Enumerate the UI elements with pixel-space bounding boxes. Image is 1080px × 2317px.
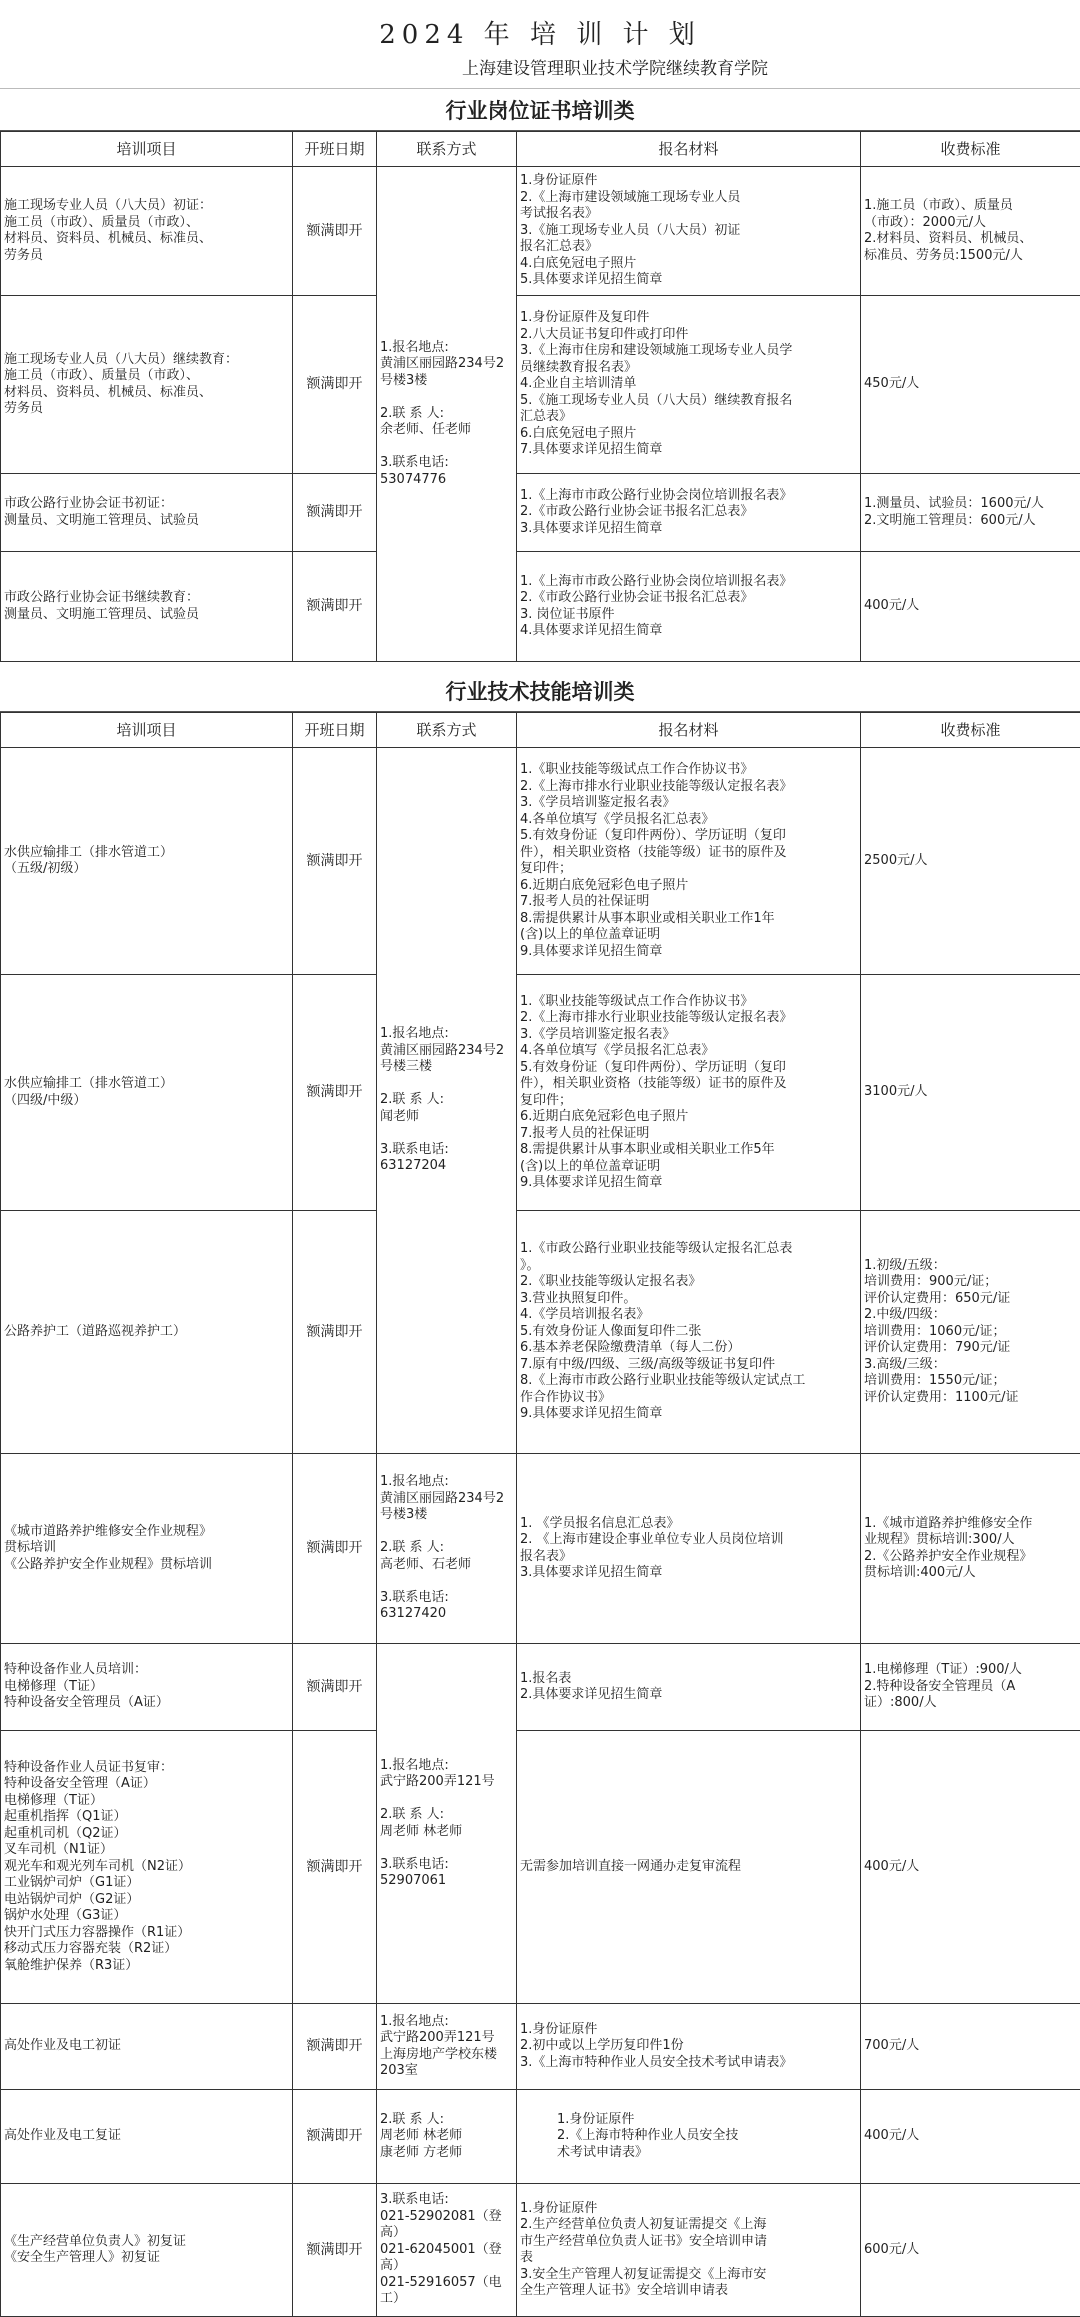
table-row xyxy=(1,1454,1080,1644)
materials: 无需参加培训直接一网通办走复审流程 xyxy=(517,1731,861,2004)
start-date: 额满即开 xyxy=(293,2004,377,2090)
materials: 1.《上海市市政公路行业协会岗位培训报名表》 2.《市政公路行业协会证书报名汇总表》 3. 岗位证书原件 4.具体要求详见招生简章 xyxy=(517,552,861,662)
section-title: 行业技术技能培训类 xyxy=(0,673,1080,712)
materials: 1.《职业技能等级试点工作合作协议书》 2.《上海市排水行业职业技能等级认定报名表》 3.《学员培训鉴定报名表》 4.各单位填写《学员报名汇总表》 5.有效身份证（复印件两份）、学历证明（复印 件），相关职业资格（技能等级）证书的原件及 复印件； 6.近期白底免冠彩色电子照片 7.报考人员的社保证明 8.需提供累计从事本职业或相关职业工作1年 (含)以上的单位盖章证明 9.具体要求详见招生简章 xyxy=(517,748,861,975)
fee: 1.施工员（市政）、质量员 （市政）：2000元/人 2.材料员、资料员、机械员、 标准员、劳务员:1500元/人 xyxy=(861,167,1080,296)
start-date: 额满即开 xyxy=(293,1731,377,2004)
start-date: 额满即开 xyxy=(293,2184,377,2317)
contact-info: 1.报名地点: 武宁路200弄121号 上海房地产学校东楼203室 xyxy=(377,2004,517,2090)
table-row xyxy=(1,552,1080,662)
fee: 400元/人 xyxy=(861,552,1080,662)
fee: 2500元/人 xyxy=(861,748,1080,975)
fee: 450元/人 xyxy=(861,296,1080,474)
materials: 1.《市政公路行业职业技能等级认定报名汇总表 》。 2.《职业技能等级认定报名表》 3.营业执照复印件。 4.《学员培训报名表》 5.有效身份证人像面复印件二张 6.基本养老保险缴费清单（每人二份） 7.原有中级/四级、三级/高级等级证书复印件 8.《上海市市政公路行业职业技能等级认定试点工 作合作协议书》 9.具体要求详见招生简章 xyxy=(517,1211,861,1454)
materials: 1. 《学员报名信息汇总表》 2. 《上海市建设企事业单位专业人员岗位培训 报名表》 3.具体要求详见招生简章 xyxy=(517,1454,861,1644)
col-header: 收费标准 xyxy=(861,132,1080,167)
start-date: 额满即开 xyxy=(293,474,377,552)
training-table-1 xyxy=(0,131,1080,662)
start-date: 额满即开 xyxy=(293,167,377,296)
col-header: 收费标准 xyxy=(861,713,1080,748)
contact-info: 1.报名地点: 黄浦区丽园路234号2号楼三楼 2.联 系 人: 闻老师 3.联系电话: 63127204 xyxy=(377,748,517,1454)
table-row xyxy=(1,167,1080,296)
fee: 400元/人 xyxy=(861,1731,1080,2004)
training-item: 公路养护工（道路巡视养护工） xyxy=(1,1211,293,1454)
table-row xyxy=(1,2004,1080,2090)
training-item: 市政公路行业协会证书初证： 测量员、文明施工管理员、试验员 xyxy=(1,474,293,552)
document-subtitle: 上海建设管理职业技术学院继续教育学院 xyxy=(0,54,1080,79)
section-title: 行业岗位证书培训类 xyxy=(0,92,1080,131)
training-item: 市政公路行业协会证书继续教育： 测量员、文明施工管理员、试验员 xyxy=(1,552,293,662)
fee: 1.《城市道路养护维修安全作 业规程》贯标培训:300/人 2.《公路养护安全作业规程》 贯标培训:400元/人 xyxy=(861,1454,1080,1644)
table-row xyxy=(1,2090,1080,2184)
fee: 1.电梯修理（T证）:900/人 2.特种设备安全管理员（A 证）:800/人 xyxy=(861,1644,1080,1731)
table-row xyxy=(1,975,1080,1211)
table-row xyxy=(1,1211,1080,1454)
materials: 1.身份证原件 2.生产经营单位负责人初复证需提交《上海 市生产经营单位负责人证书》安全培训申请 表 3.安全生产管理人初复证需提交《上海市安 全生产管理人证书》安全培训申请表 xyxy=(517,2184,861,2317)
fee: 1.初级/五级： 培训费用：900元/证； 评价认定费用：650元/证 2.中级/四级： 培训费用：1060元/证； 评价认定费用：790元/证 3.高级/三级： 培训费用：1550元/证； 评价认定费用：1100元/证 xyxy=(861,1211,1080,1454)
col-header: 联系方式 xyxy=(377,132,517,167)
materials: 1.报名表 2.具体要求详见招生简章 xyxy=(517,1644,861,1731)
fee: 3100元/人 xyxy=(861,975,1080,1211)
training-item: 施工现场专业人员（八大员）初证： 施工员（市政）、质量员（市政）、 材料员、资料员、机械员、标准员、 劳务员 xyxy=(1,167,293,296)
document-title: 2024 年 培 训 计 划 xyxy=(0,14,1080,51)
contact-info: 1.报名地点: 武宁路200弄121号 2.联 系 人: 周老师 林老师 3.联系电话: 52907061 xyxy=(377,1644,517,2004)
table-header-row xyxy=(1,132,1080,167)
col-header: 报名材料 xyxy=(517,713,861,748)
start-date: 额满即开 xyxy=(293,1454,377,1644)
col-header: 培训项目 xyxy=(1,713,293,748)
training-table-2 xyxy=(0,712,1080,2317)
materials: 1.《职业技能等级试点工作合作协议书》 2.《上海市排水行业职业技能等级认定报名表》 3.《学员培训鉴定报名表》 4.各单位填写《学员报名汇总表》 5.有效身份证（复印件两份）、学历证明（复印 件），相关职业资格（技能等级）证书的原件及 复印件； 6.近期白底免冠彩色电子照片 7.报考人员的社保证明 8.需提供累计从事本职业或相关职业工作5年 (含)以上的单位盖章证明 9.具体要求详见招生简章 xyxy=(517,975,861,1211)
training-item: 特种设备作业人员证书复审： 特种设备安全管理（A证） 电梯修理（T证） 起重机指挥（Q1证） 起重机司机（Q2证） 叉车司机（N1证） 观光车和观光列车司机（N2证） 工业锅炉司炉（G1证） 电站锅炉司炉（G2证） 锅炉水处理（G3证） 快开门式压力容器操作（R1证） 移动式压力容器充装（R2证） 氧舱维护保养（R3证） xyxy=(1,1731,293,2004)
table-row xyxy=(1,2184,1080,2317)
materials: 1.《上海市市政公路行业协会岗位培训报名表》 2.《市政公路行业协会证书报名汇总表》 3.具体要求详见招生简章 xyxy=(517,474,861,552)
table-row xyxy=(1,1644,1080,1731)
contact-info: 1.报名地点: 黄浦区丽园路234号2号楼3楼 2.联 系 人: 余老师、任老师 3.联系电话: 53074776 xyxy=(377,167,517,662)
col-header: 联系方式 xyxy=(377,713,517,748)
fee: 400元/人 xyxy=(861,2090,1080,2184)
training-item: 高处作业及电工复证 xyxy=(1,2090,293,2184)
table-row xyxy=(1,296,1080,474)
training-item: 《城市道路养护维修安全作业规程》 贯标培训 《公路养护安全作业规程》贯标培训 xyxy=(1,1454,293,1644)
col-header: 开班日期 xyxy=(293,132,377,167)
fee: 700元/人 xyxy=(861,2004,1080,2090)
table-row xyxy=(1,748,1080,975)
contact-info: 1.报名地点: 黄浦区丽园路234号2号楼3楼 2.联 系 人: 高老师、石老师 3.联系电话: 63127420 xyxy=(377,1454,517,1644)
materials: 1.身份证原件 2.《上海市建设领域施工现场专业人员 考试报名表》 3.《施工现场专业人员（八大员）初证 报名汇总表》 4.白底免冠电子照片 5.具体要求详见招生简章 xyxy=(517,167,861,296)
fee: 1.测量员、试验员：1600元/人 2.文明施工管理员：600元/人 xyxy=(861,474,1080,552)
col-header: 报名材料 xyxy=(517,132,861,167)
fee: 600元/人 xyxy=(861,2184,1080,2317)
table-header-row xyxy=(1,713,1080,748)
materials: 1.身份证原件及复印件 2.八大员证书复印件或打印件 3.《上海市住房和建设领域施工现场专业人员学 员继续教育报名表》 4.企业自主培训清单 5.《施工现场专业人员（八大员）继续教育报名 汇总表》 6.白底免冠电子照片 7.具体要求详见招生简章 xyxy=(517,296,861,474)
col-header: 培训项目 xyxy=(1,132,293,167)
document-header xyxy=(0,0,1080,89)
start-date: 额满即开 xyxy=(293,296,377,474)
materials: 1.身份证原件 2.《上海市特种作业人员安全技 术考试申请表》 xyxy=(517,2090,861,2184)
section-industry-post-certificates xyxy=(0,92,1080,662)
training-item: 高处作业及电工初证 xyxy=(1,2004,293,2090)
training-item: 《生产经营单位负责人》初复证 《安全生产管理人》初复证 xyxy=(1,2184,293,2317)
contact-info: 3.联系电话: 021-52902081（登高） 021-62045001（登高） 021-52916057（电工） xyxy=(377,2184,517,2317)
section-technical-skills xyxy=(0,673,1080,2317)
col-header: 开班日期 xyxy=(293,713,377,748)
start-date: 额满即开 xyxy=(293,975,377,1211)
materials: 1.身份证原件 2.初中或以上学历复印件1份 3.《上海市特种作业人员安全技术考试申请表》 xyxy=(517,2004,861,2090)
start-date: 额满即开 xyxy=(293,1211,377,1454)
start-date: 额满即开 xyxy=(293,552,377,662)
start-date: 额满即开 xyxy=(293,2090,377,2184)
contact-info: 2.联 系 人: 周老师 林老师 康老师 方老师 xyxy=(377,2090,517,2184)
table-row xyxy=(1,474,1080,552)
training-item: 水供应输排工（排水管道工） （四级/中级） xyxy=(1,975,293,1211)
table-row xyxy=(1,1731,1080,2004)
training-item: 特种设备作业人员培训： 电梯修理（T证） 特种设备安全管理员（A证） xyxy=(1,1644,293,1731)
training-item: 施工现场专业人员（八大员）继续教育： 施工员（市政）、质量员（市政）、 材料员、资料员、机械员、标准员、 劳务员 xyxy=(1,296,293,474)
start-date: 额满即开 xyxy=(293,748,377,975)
training-item: 水供应输排工（排水管道工） （五级/初级） xyxy=(1,748,293,975)
start-date: 额满即开 xyxy=(293,1644,377,1731)
